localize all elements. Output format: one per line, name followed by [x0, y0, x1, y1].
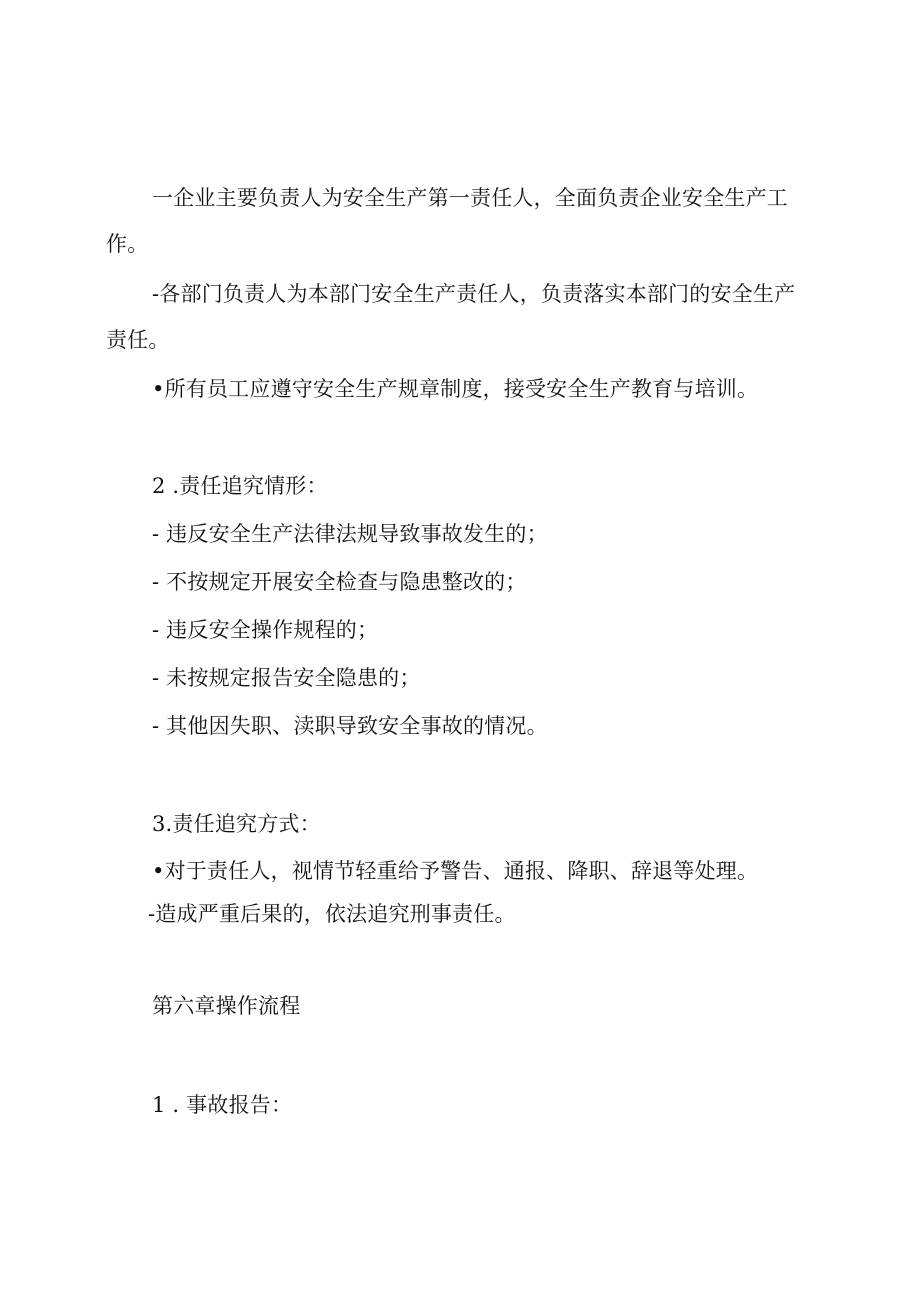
accountability-case-item: - 未按规定报告安全隐患的；	[152, 666, 421, 690]
employee-responsibility: •所有员工应遵守安全生产规章制度，接受安全生产教育与培训。	[152, 377, 759, 401]
main-leader-responsibility-line2: 作。	[106, 232, 149, 256]
accountability-case-item: - 不按规定开展安全检查与隐患整改的；	[152, 570, 527, 594]
dept-leader-responsibility-line1: -各部门负责人为本部门安全生产责任人，负责落实本部门的安全生产	[152, 282, 796, 306]
accountability-cases-heading: 2 .责任追究情形：	[152, 474, 328, 498]
accountability-method-item: -造成严重后果的，依法追究刑事责任。	[148, 902, 516, 926]
accountability-case-item: - 违反安全操作规程的；	[152, 618, 379, 642]
dept-leader-responsibility-line2: 责任。	[106, 328, 170, 352]
main-leader-responsibility-line1: 一企业主要负责人为安全生产第一责任人，全面负责企业安全生产工	[152, 186, 788, 210]
chapter-title: 第六章操作流程	[152, 994, 301, 1018]
accountability-case-item: - 违反安全生产法律法规导致事故发生的；	[152, 522, 548, 546]
accountability-case-item: - 其他因失职、渎职导致安全事故的情况。	[152, 714, 548, 738]
accident-report-heading: 1 . 事故报告：	[152, 1093, 293, 1117]
accountability-method-item: •对于责任人，视情节轻重给予警告、通报、降职、辞退等处理。	[152, 859, 759, 883]
accountability-methods-heading: 3.责任追究方式：	[152, 812, 321, 836]
